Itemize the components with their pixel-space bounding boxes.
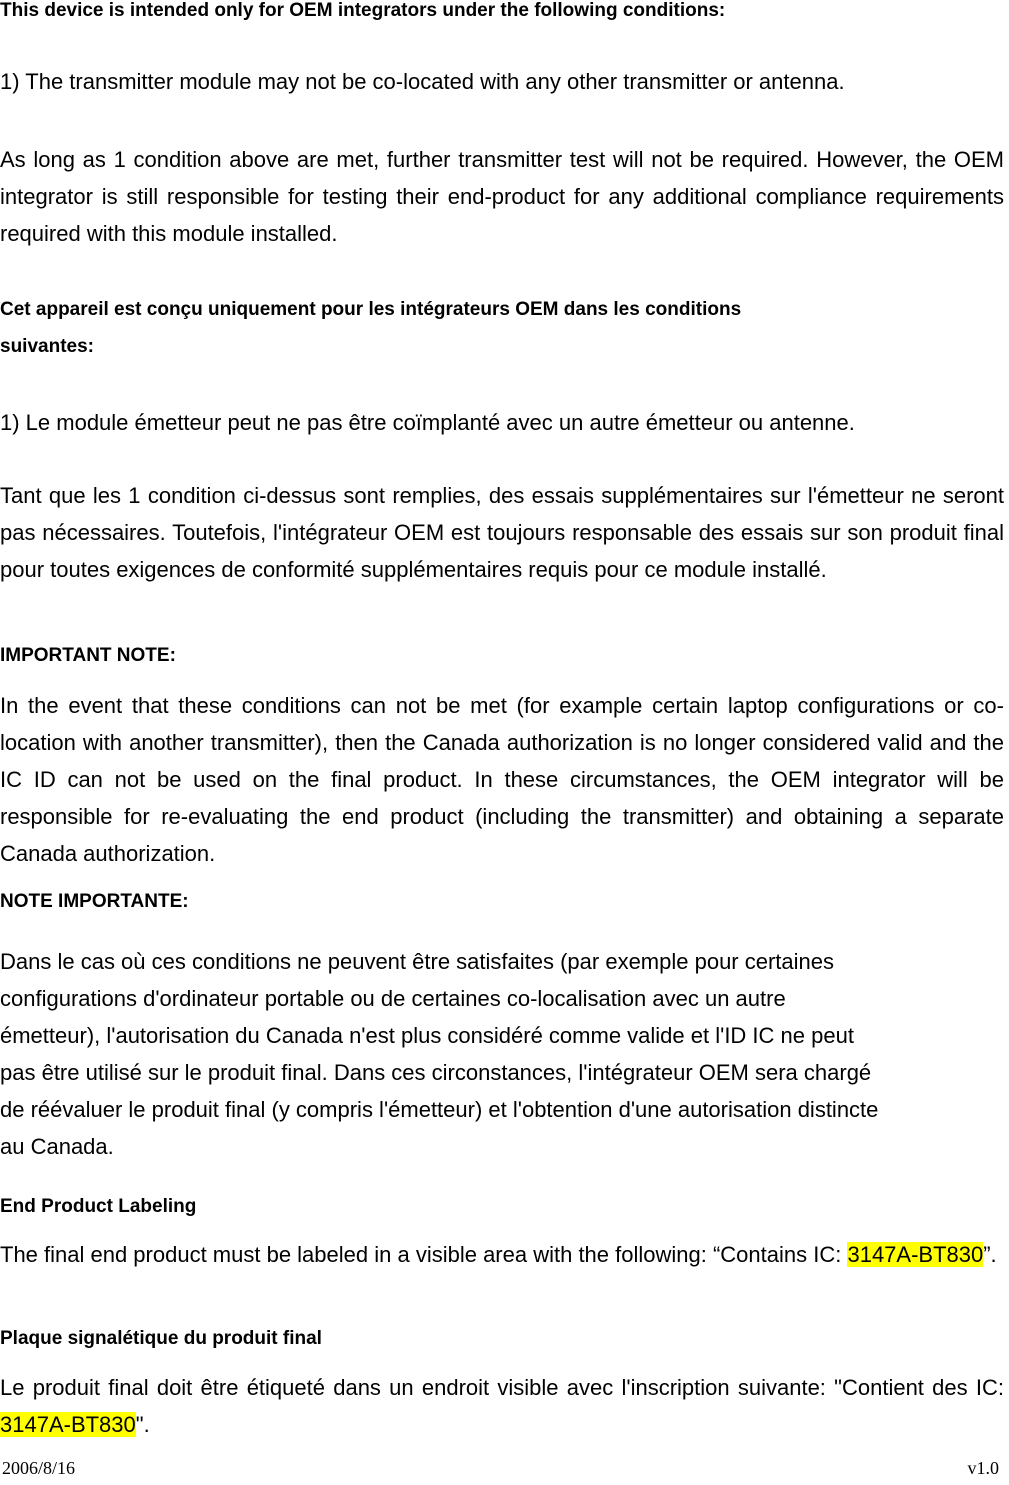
end-product-labeling-paragraph [0, 1236, 1004, 1273]
note-importante-line: pas être utilisé sur le produit final. Dans ces circonstances, l'intégrateur OEM sera chargé [0, 1060, 872, 1085]
note-importante-line: émetteur), l'autorisation du Canada n'est plus considéré comme valide et l'ID IC ne peut [0, 1023, 854, 1048]
important-note-heading: IMPORTANT NOTE: [0, 645, 176, 666]
en-condition-1: 1) The transmitter module may not be co-located with any other transmitter or antenna. [0, 69, 845, 94]
important-note-paragraph: In the event that these conditions can not be met (for example certain laptop configurations or co-location with another transmitter), then the Canada authorization is no longer considered valid and the IC ID can not be used on the final product. In these circumstances, the OEM integrator will be responsible for re-evaluating the end product (including the transmitter) and obtaining a separate Canada authorization. [0, 693, 1004, 866]
labeling-text-before: The final end product must be labeled in a visible area with the following: “Contains IC: [0, 1242, 848, 1267]
note-importante-line: configurations d'ordinateur portable ou de certaines co-localisation avec un autre [0, 986, 786, 1011]
footer-version: v1.0 [967, 1458, 999, 1478]
plaque-signaletique-heading: Plaque signalétique du produit final [0, 1328, 322, 1349]
note-importante-line: au Canada. [0, 1134, 114, 1159]
note-importante-line: Dans le cas où ces conditions ne peuvent être satisfaites (par exemple pour certaines [0, 949, 835, 974]
fr-conditions-heading-line-2: suivantes: [0, 336, 94, 357]
fr-conditions-heading [0, 291, 1004, 365]
note-importante-paragraph [0, 943, 1004, 1165]
plaque-ic-number: 3147A-BT830 [0, 1412, 136, 1437]
plaque-signaletique-paragraph [0, 1369, 1004, 1443]
note-importante-heading: NOTE IMPORTANTE: [0, 891, 189, 912]
note-importante-line: de réévaluer le produit final (y compris l'émetteur) et l'obtention d'une autorisation distincte [0, 1097, 879, 1122]
fr-conditions-heading-line-1: Cet appareil est conçu uniquement pour les intégrateurs OEM dans les conditions [0, 299, 742, 320]
en-responsibility-paragraph: As long as 1 condition above are met, further transmitter test will not be required. However, the OEM integrator is still responsible for testing their end-product for any additional compliance requirements required with this module installed. [0, 147, 1004, 246]
labeling-text-after: ”. [983, 1242, 997, 1267]
footer-date: 2006/8/16 [2, 1458, 76, 1478]
fr-condition-1: 1) Le module émetteur peut ne pas être coïmplanté avec un autre émetteur ou antenne. [0, 410, 855, 435]
fr-responsibility-paragraph: Tant que les 1 condition ci-dessus sont remplies, des essais supplémentaires sur l'émetteur ne seront pas nécessaires. Toutefois, l'intégrateur OEM est toujours responsable des essais sur son produit final pour toutes exigences de conformité supplémentaires requis pour ce module installé. [0, 483, 1004, 582]
plaque-text-before: Le produit final doit être étiqueté dans un endroit visible avec l'inscription suivante: "Contient des IC: [0, 1375, 1004, 1400]
en-conditions-heading: This device is intended only for OEM integrators under the following conditions: [0, 0, 726, 21]
plaque-text-after: ". [135, 1412, 150, 1437]
labeling-ic-number: 3147A-BT830 [847, 1242, 984, 1267]
end-product-labeling-heading: End Product Labeling [0, 1196, 197, 1217]
